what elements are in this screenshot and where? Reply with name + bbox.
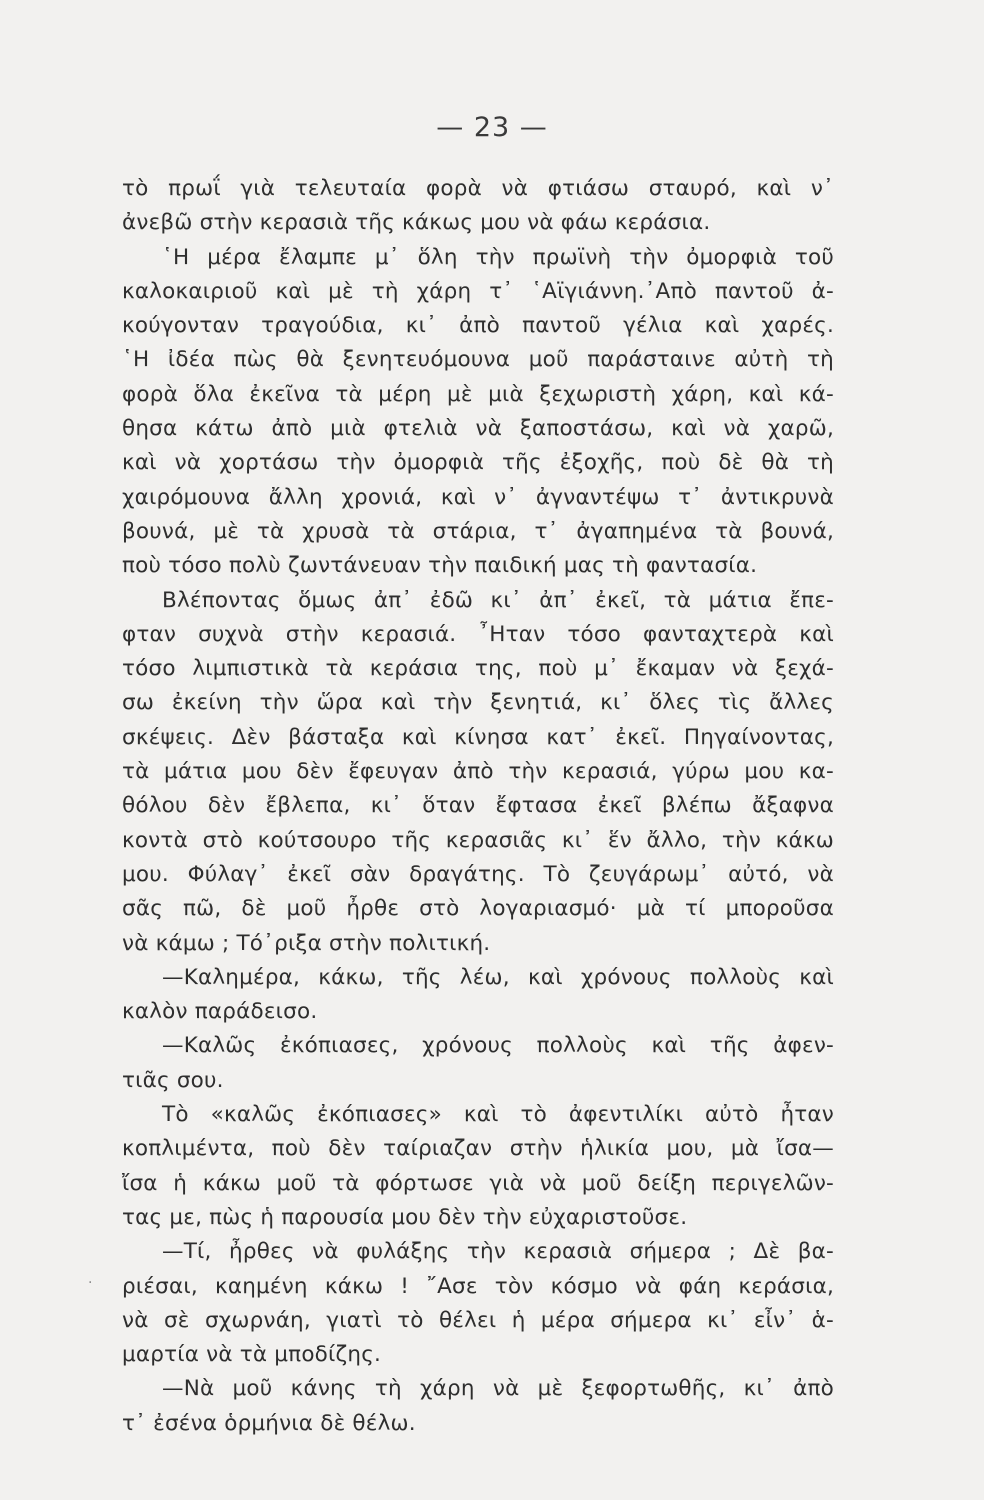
text-line: φταν συχνὰ στὴν κερασιά. ῏Ηταν τόσο φανταχτερὰ καὶ bbox=[122, 621, 834, 647]
text-line: Τὸ «καλῶς ἐκόπιασες» καὶ τὸ ἀφεντιλίκι αὐτὸ ἦταν bbox=[162, 1102, 834, 1128]
text-line: τὰ μάτια μου δὲν ἔφευγαν ἀπὸ τὴν κερασιά, γύρω μου κα- bbox=[122, 759, 834, 785]
text-line: ἴσα ἡ κάκω μοῦ τὰ φόρτωσε γιὰ νὰ μοῦ δείξη περιγελῶν- bbox=[122, 1170, 834, 1196]
text-line: καλὸν παράδεισο. bbox=[122, 999, 318, 1025]
text-line: ῾Η ἰδέα πὼς θὰ ξενητευόμουνα μοῦ παράσταινε αὐτὴ τὴ bbox=[122, 347, 834, 373]
text-line: σω ἐκείνη τὴν ὥρα καὶ τὴν ξενητιά, κι᾿ ὅλες τὶς ἄλλες bbox=[122, 690, 834, 716]
text-line: —Νὰ μοῦ κάνης τὴ χάρη νὰ μὲ ξεφορτωθῆς, κι᾿ ἀπὸ bbox=[162, 1376, 834, 1402]
text-line: θησα κάτω ἀπὸ μιὰ φτελιὰ νὰ ξαποστάσω, καὶ νὰ χαρῶ, bbox=[122, 416, 834, 442]
text-line: Βλέποντας ὅμως ἀπ᾿ ἐδῶ κι᾿ ἀπ᾿ ἐκεῖ, τὰ μάτια ἔπε- bbox=[162, 587, 834, 613]
text-line: θόλου δὲν ἔβλεπα, κι᾿ ὅταν ἔφτασα ἐκεῖ βλέπω ἄξαφνα bbox=[122, 793, 834, 819]
text-line: μου. Φύλαγ᾿ ἐκεῖ σὰν δραγάτης. Τὸ ζευγάρωμ᾿ αὐτό, νὰ bbox=[122, 861, 834, 887]
text-line: —Καλῶς ἐκόπιασες, χρόνους πολλοὺς καὶ τῆς ἀφεν- bbox=[162, 1033, 834, 1059]
text-line: —Καλημέρα, κάκω, τῆς λέω, καὶ χρόνους πολλοὺς καὶ bbox=[162, 964, 834, 990]
text-line: τιᾶς σου. bbox=[122, 1067, 224, 1093]
text-line: καὶ νὰ χορτάσω τὴν ὀμορφιὰ τῆς ἐξοχῆς, ποὺ δὲ θὰ τὴ bbox=[122, 450, 834, 476]
text-line: βουνά, μὲ τὰ χρυσὰ τὰ στάρια, τ᾿ ἀγαπημένα τὰ βουνά, bbox=[122, 518, 834, 544]
text-line: ἀνεβῶ στὴν κερασιὰ τῆς κάκως μου νὰ φάω κεράσια. bbox=[122, 210, 711, 236]
text-line: τας με, πὼς ἡ παρουσία μου δὲν τὴν εὐχαριστοῦσε. bbox=[122, 1204, 688, 1230]
text-line: ριέσαι, καημένη κάκω ! ῎Ασε τὸν κόσμο νὰ φάη κεράσια, bbox=[122, 1273, 834, 1299]
text-line: —Τί, ἦρθες νὰ φυλάξης τὴν κερασιὰ σήμερα ; Δὲ βα- bbox=[162, 1239, 834, 1265]
text-line: ῾Η μέρα ἔλαμπε μ᾿ ὅλη τὴν πρωϊνὴ τὴν ὀμορφιὰ τοῦ bbox=[162, 244, 834, 270]
text-line: χαιρόμουνα ἄλλη χρονιά, καὶ ν᾿ ἀγναντέψω τ᾿ ἀντικρυνὰ bbox=[122, 484, 834, 510]
text-line: μαρτία νὰ τὰ μποδίζης. bbox=[122, 1342, 382, 1368]
text-line: σκέψεις. Δὲν βάσταξα καὶ κίνησα κατ᾿ ἐκεῖ. Πηγαίνοντας, bbox=[122, 724, 834, 750]
text-line: νὰ σὲ σχωρνάη, γιατὶ τὸ θέλει ἡ μέρα σήμερα κι᾿ εἶν᾿ ἁ- bbox=[122, 1307, 834, 1333]
text-line: σᾶς πῶ, δὲ μοῦ ἦρθε στὸ λογαριασμό· μὰ τί μποροῦσα bbox=[122, 896, 834, 922]
margin-mark: · bbox=[88, 1275, 93, 1291]
text-line: τόσο λιμπιστικὰ τὰ κεράσια της, ποὺ μ᾿ ἔκαμαν νὰ ξεχά- bbox=[122, 656, 834, 682]
text-line: τὸ πρωΐ γιὰ τελευταία φορὰ νὰ φτιάσω σταυρό, καὶ ν᾿ bbox=[122, 176, 834, 201]
text-line: νὰ κάμω ; Τό᾿ριξα στὴν πολιτική. bbox=[122, 930, 491, 956]
text-line: κοπλιμέντα, ποὺ δὲν ταίριαζαν στὴν ἡλικία μου, μὰ ἴσα— bbox=[122, 1136, 834, 1162]
page-number: — 23 — bbox=[436, 112, 548, 143]
text-line: κούγονταν τραγούδια, κι᾿ ἀπὸ παντοῦ γέλια καὶ χαρές. bbox=[122, 313, 834, 339]
text-line: τ᾿ ἐσένα ὁρμήνια δὲ θέλω. bbox=[122, 1410, 416, 1436]
text-line: κοντὰ στὸ κούτσουρο τῆς κερασιᾶς κι᾿ ἕν ἄλλο, τὴν κάκω bbox=[122, 827, 834, 853]
text-line: φορὰ ὅλα ἐκεῖνα τὰ μέρη μὲ μιὰ ξεχωριστὴ χάρη, καὶ κά- bbox=[122, 381, 834, 407]
body-text bbox=[122, 172, 834, 1441]
text-line: καλοκαιριοῦ καὶ μὲ τὴ χάρη τ᾿ ῾Αϊγιάννη.᾿Απὸ παντοῦ ἀ- bbox=[122, 278, 834, 304]
text-line: ποὺ τόσο πολὺ ζωντάνευαν τὴν παιδική μας τὴ φαντασία. bbox=[122, 553, 758, 579]
